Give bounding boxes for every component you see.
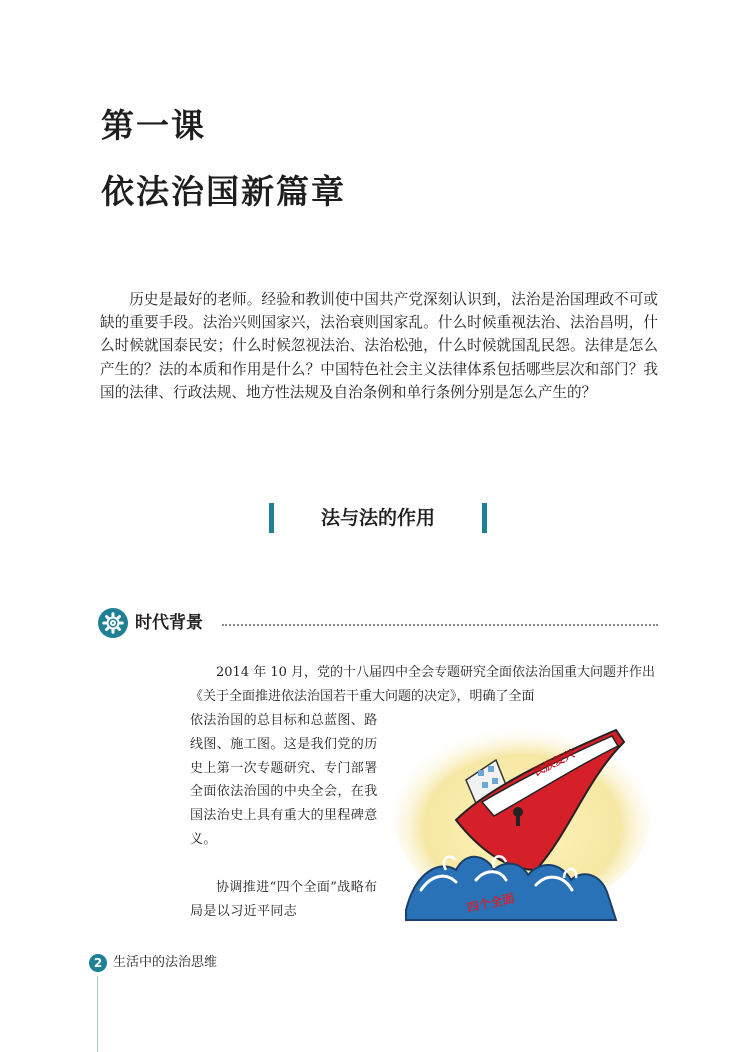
- ship-illustration: [386, 720, 658, 930]
- dotted-divider: [222, 624, 658, 626]
- book-title: 生活中的法治思维: [113, 955, 218, 970]
- background-label: 时代背景: [135, 613, 203, 633]
- ship-banner-text: 民族复兴: [531, 747, 577, 779]
- background-paragraph-1: 2014 年 10 月，党的十八届四中全会专题研究全面依法治国重大问题并作出《关于全面推进依法治国若干重大问题的决定》，明确了全面: [190, 665, 656, 704]
- footer-vertical-line: [97, 976, 98, 1052]
- wave-label: 四个全面: [465, 891, 516, 915]
- background-paragraph-3: 协调推进“四个全面”战略布局是以习近平同志: [190, 880, 378, 919]
- background-heading: [98, 607, 658, 641]
- lesson-title: 依法治国新篇章: [101, 172, 346, 211]
- page-number-badge: 2: [89, 954, 107, 972]
- section-title: 法与法的作用: [320, 507, 435, 529]
- heading-bar-right: [482, 503, 487, 533]
- section-heading: [269, 503, 487, 533]
- lesson-number: 第一课: [101, 106, 206, 145]
- background-paragraph-2: 依法治国的总目标和总蓝图、路线图、施工图。这是我们党的历史上第一次专题研究、专门部署全面依法治国的中央全会，在我国法治史上具有重大的里程碑意义。: [190, 713, 378, 847]
- gear-icon: [98, 608, 128, 638]
- intro-paragraph: 历史是最好的老师。经验和教训使中国共产党深刻认识到，法治是治国理政不可或缺的重要手段。法治兴则国家兴，法治衰则国家乱。什么时候重视法治、法治昌明，什么时候就国泰民安；什么时候忽视法治、法治松弛，什么时候就国乱民怨。法律是怎么产生的？法的本质和作用是什么？中国特色社会主义法律体系包括哪些层次和部门？我国的法律、行政法规、地方性法规及自治条例和单行条例分别是怎么产生的？: [100, 291, 658, 401]
